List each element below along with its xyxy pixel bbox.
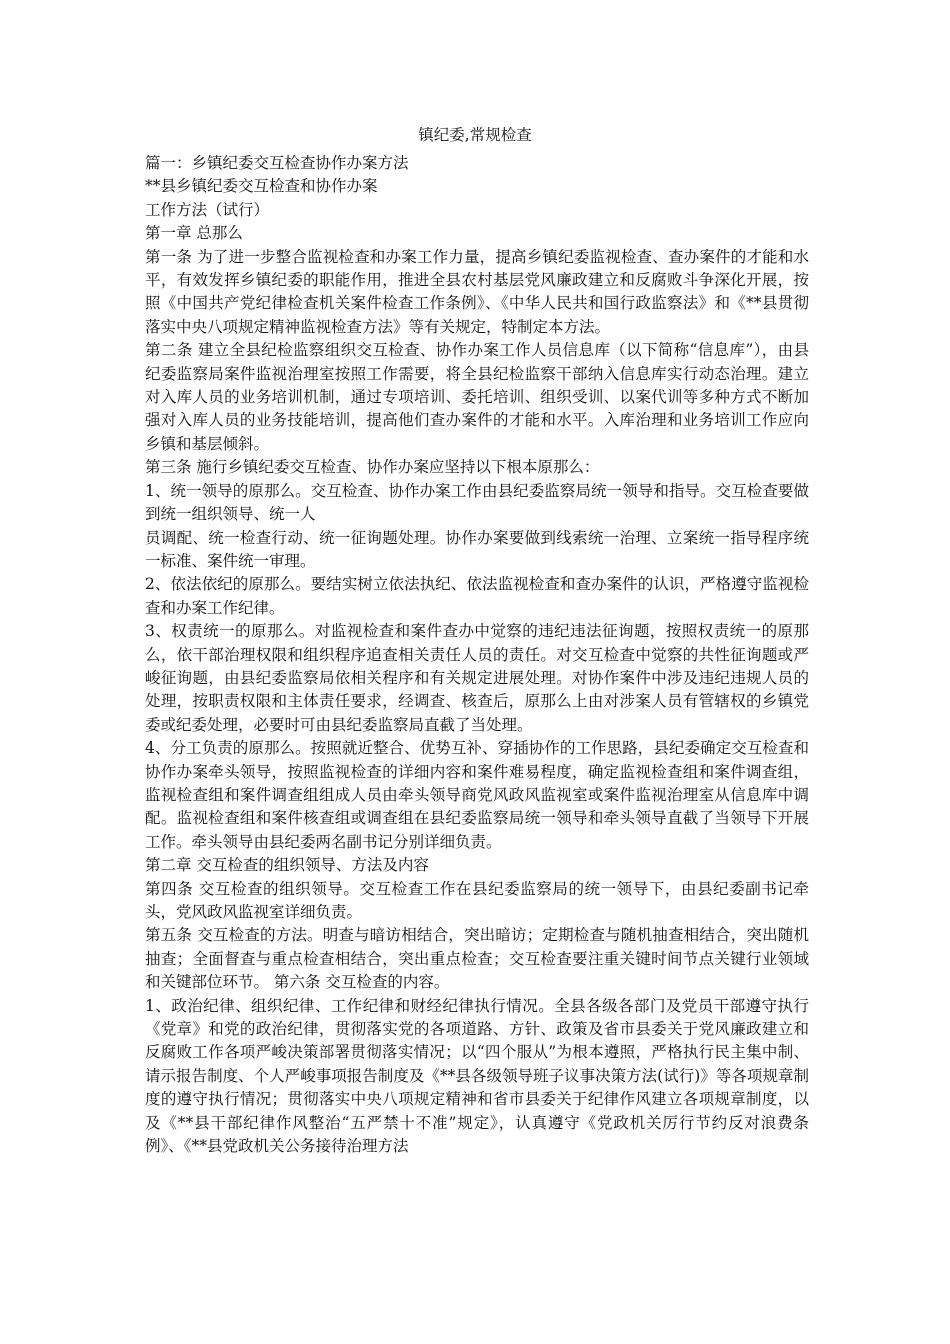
paragraph: 3、权责统一的原那么。对监视检查和案件查办中觉察的违纪违法征询题，按照权责统一的原那么，依干部治理权限和组织程序追查相关责任人员的责任。对交互检查中觉察的共性征询题或严峻征询题，由县纪委监察局依相关程序和有关规定进展处理。对协作案件中涉及违纪违规人员的处理，按职责权限和主体责任要求，经调查、核查后，原那么上由对涉案人员有管辖权的乡镇党委或纪委处理，必要时可由县纪委监察局直截了当处理。 (145, 622, 809, 734)
paragraph: 篇一：乡镇纪委交互检查协作办案方法 (145, 154, 409, 172)
paragraph: 第三条 施行乡镇纪委交互检查、协作办案应坚持以下根本原那么： (145, 458, 600, 477)
paragraph: 工作方法（试行） (145, 200, 270, 219)
paragraph: 第五条 交互检查的方法。明查与暗访相结合，突出暗访；定期检查与随机抽查相结合，突出随机抽查；全面督查与重点检查相结合，突出重点检查；交互检查要注重关键时间节点关键行业领域和关键部位环节。 第六条 交互检查的内容。 (145, 926, 809, 992)
paragraph: **县乡镇纪委交互检查和协作办案 (145, 177, 378, 196)
document-body (145, 152, 809, 1158)
paragraph: 第二章 交互检查的组织领导、方法及内容 (145, 856, 429, 875)
paragraph: 1、统一领导的原那么。交互检查、协作办案工作由县纪委监察局统一领导和指导。交互检查要做到统一组织领导、统一人 (145, 481, 809, 524)
paragraph: 1、政治纪律、组织纪律、工作纪律和财经纪律执行情况。全县各级各部门及党员干部遵守执行《党章》和党的政治纪律，贯彻落实党的各项道路、方针、政策及省市县委关于党风廉政建立和反腐败工作各项严峻决策部署贯彻落实情况；以“四个服从”为根本遵照，严格执行民主集中制、请示报告制度、个人严峻事项报告制度及《**县各级领导班子议事决策方法(试行)》等各项规章制度的遵守执行情况；贯彻落实中央八项规定精神和省市县委关于纪律作风建立各项规章制度，以及《**县干部纪律作风整治“五严禁十不准”规定》，认真遵守《党政机关厉行节约反对浪费条例》、《**县党政机关公务接待治理方法 (145, 996, 809, 1156)
document-title: 镇纪委,常规检查 (418, 126, 532, 144)
paragraph: 员调配、统一检查行动、统一征询题处理。协作办案要做到线索统一治理、立案统一指导程序统一标准、案件统一审理。 (145, 528, 809, 570)
paragraph: 第四条 交互检查的组织领导。交互检查工作在县纪委监察局的统一领导下，由县纪委副书记牵头，党风政风监视室详细负责。 (145, 879, 809, 921)
paragraph: 2、依法依纪的原那么。要结实树立依法执纪、依法监视检查和查办案件的认识，严格遵守监视检查和办案工作纪律。 (145, 575, 809, 617)
paragraph: 第一章 总那么 (145, 224, 243, 243)
paragraph: 第一条 为了进一步整合监视检查和办案工作力量，提高乡镇纪委监视检查、查办案件的才能和水平，有效发挥乡镇纪委的职能作用，推进全县农村基层党风廉政建立和反腐败斗争深化开展，按照《中国共产党纪律检查机关案件检查工作条例》、《中华人民共和国行政监察法》和《**县贯彻落实中央八项规定精神监视检查方法》等有关规定，特制定本方法。 (145, 247, 809, 336)
paragraph: 4、分工负责的原那么。按照就近整合、优势互补、穿插协作的工作思路，县纪委确定交互检查和协作办案牵头领导，按照监视检查的详细内容和案件难易程度，确定监视检查组和案件调查组，监视检查组和案件调查组组成人员由牵头领导商党风政风监视室或案件监视治理室从信息库中调配。监视检查组和案件核查组或调查组在县纪委监察局统一领导和牵头领导直截了当领导下开展工作。牵头领导由县纪委两名副书记分别详细负责。 (145, 739, 809, 851)
paragraph: 第二条 建立全县纪检监察组织交互检查、协作办案工作人员信息库（以下简称“信息库”），由县纪委监察局案件监视治理室按照工作需要，将全县纪检监察干部纳入信息库实行动态治理。建立对入库人员的业务培训机制，通过专项培训、委托培训、组织受训、以案代训等多种方式不断加强对入库人员的业务技能培训，提高他们查办案件的才能和水平。入库治理和业务培训工作应向乡镇和基层倾斜。 (145, 341, 809, 453)
